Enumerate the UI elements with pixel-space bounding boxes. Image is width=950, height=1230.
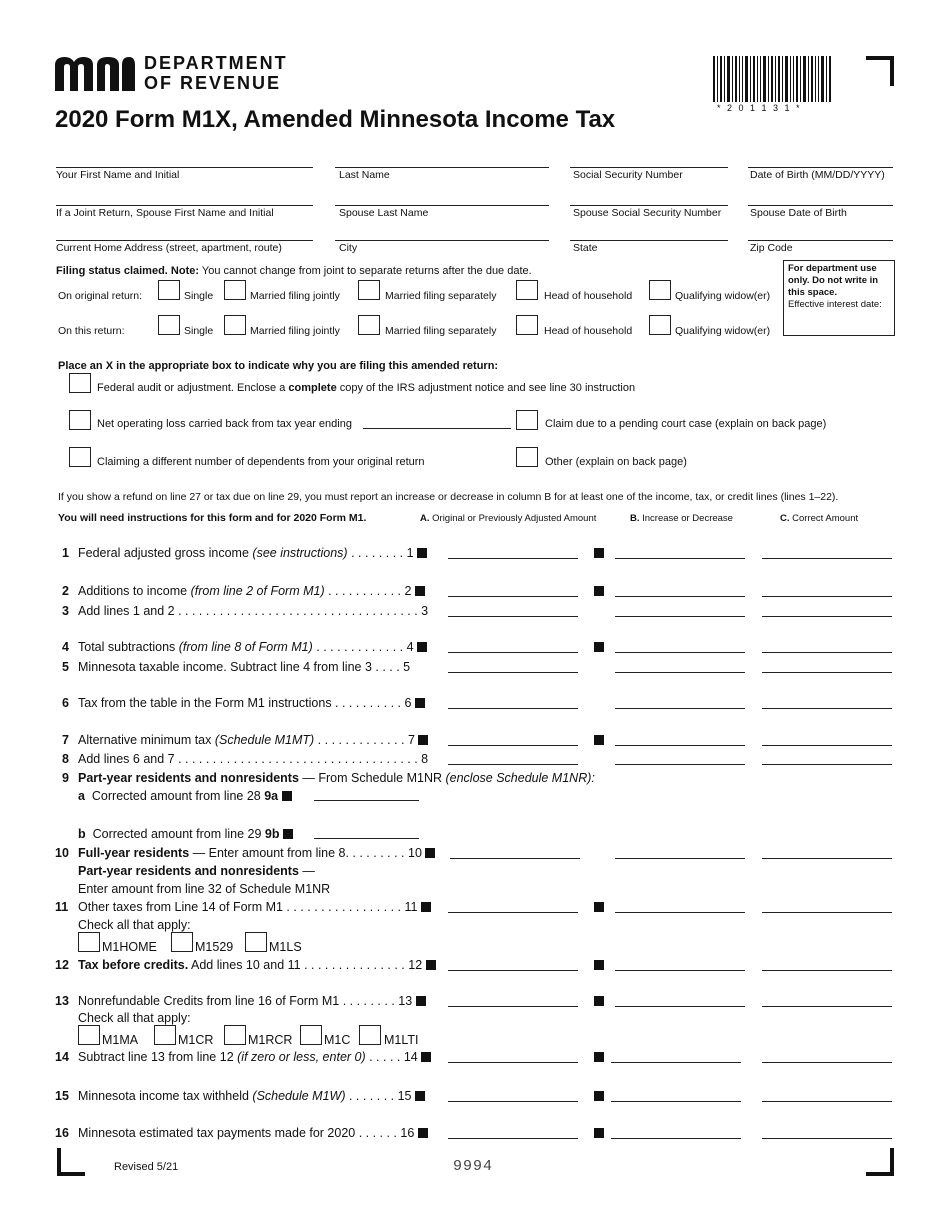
line-16-number: 16 bbox=[55, 1126, 69, 1140]
line-8-number: 8 bbox=[62, 752, 69, 766]
line-4-col-b-marker-icon bbox=[594, 642, 604, 652]
line-12-col-b[interactable] bbox=[615, 970, 745, 971]
line-9-note: (enclose Schedule M1NR): bbox=[445, 771, 595, 785]
line-7-col-b[interactable] bbox=[615, 745, 745, 746]
line-16-label: Minnesota estimated tax payments made for 2020 . . . . . . 16 bbox=[78, 1126, 415, 1140]
barcode-icon bbox=[713, 56, 833, 102]
line-10-col-b[interactable] bbox=[615, 858, 745, 859]
line-6-col-b[interactable] bbox=[615, 708, 745, 709]
line-12-number: 12 bbox=[55, 958, 69, 972]
city-field[interactable] bbox=[335, 240, 549, 241]
this-qw-checkbox[interactable] bbox=[649, 315, 671, 335]
line-10-part-year-heading: Part-year residents and nonresidents bbox=[78, 864, 299, 878]
line-11-marker-icon bbox=[421, 902, 431, 912]
line-16-text bbox=[78, 1126, 428, 1140]
line-1-label: Federal adjusted gross income bbox=[78, 546, 253, 560]
line-14-label: Subtract line 13 from line 12 bbox=[78, 1050, 238, 1064]
line-14-col-b-marker-icon bbox=[594, 1052, 604, 1062]
original-qw-label: Qualifying widow(er) bbox=[675, 290, 771, 302]
line-1-marker-icon bbox=[417, 548, 427, 558]
m1ma-label: M1MA bbox=[102, 1033, 139, 1047]
line-9b-marker-icon bbox=[283, 829, 293, 839]
line-16-col-c[interactable] bbox=[762, 1138, 892, 1139]
line-15-leader: . . . . . . . 15 bbox=[345, 1089, 412, 1103]
line-9b-label: Corrected amount from line 29 bbox=[92, 827, 265, 841]
barcode bbox=[713, 56, 833, 102]
line-6-col-a[interactable] bbox=[448, 708, 578, 709]
line-7-note: (Schedule M1MT) bbox=[214, 733, 315, 747]
line-13-col-b-marker-icon bbox=[594, 996, 604, 1006]
line-9-number: 9 bbox=[62, 771, 69, 785]
line-12-col-a[interactable] bbox=[448, 970, 578, 971]
original-hoh-label: Head of household bbox=[544, 290, 633, 302]
line-1-col-a[interactable] bbox=[448, 558, 578, 559]
m1home-checkbox[interactable] bbox=[78, 932, 100, 952]
line-5-col-b[interactable] bbox=[615, 672, 745, 673]
line-6-number: 6 bbox=[62, 696, 69, 710]
last-name-field[interactable] bbox=[335, 167, 549, 168]
corner-mark-top-right bbox=[866, 56, 894, 86]
column-b-letter: B. bbox=[630, 513, 640, 524]
other-checkbox[interactable] bbox=[516, 447, 538, 467]
line-2-marker-icon bbox=[415, 586, 425, 596]
line-13-number: 13 bbox=[55, 994, 69, 1008]
line-16-col-a[interactable] bbox=[448, 1138, 578, 1139]
m1529-label: M1529 bbox=[195, 940, 234, 954]
dob-field[interactable] bbox=[748, 167, 893, 168]
zip-label: Zip Code bbox=[750, 242, 793, 254]
line-13-marker-icon bbox=[416, 996, 426, 1006]
refund-notice: If you show a refund on line 27 or tax due on line 29, you must report an increase or decrease in column B for at least one of the income, tax, or credit lines (lines 1–22). bbox=[58, 491, 839, 503]
mn-logo bbox=[55, 55, 135, 91]
this-mfs-checkbox[interactable] bbox=[358, 315, 380, 335]
line-11-number: 11 bbox=[55, 900, 69, 914]
line-4-leader: . . . . . . . . . . . . . 4 bbox=[312, 640, 414, 654]
spouse-last-field[interactable] bbox=[335, 205, 549, 206]
original-mfs-checkbox[interactable] bbox=[358, 280, 380, 300]
line-10-heading: Full-year residents bbox=[78, 846, 190, 860]
line-11-label: Other taxes from Line 14 of Form M1 . . . . . . . . . . . . . . . . . 11 bbox=[78, 900, 418, 914]
line-14-leader: . . . . . 14 bbox=[365, 1050, 418, 1064]
logo-text-line2: OF REVENUE bbox=[144, 73, 282, 93]
spouse-first-field[interactable] bbox=[56, 205, 313, 206]
m1cr-checkbox[interactable] bbox=[154, 1025, 176, 1045]
line-15-col-a[interactable] bbox=[448, 1101, 578, 1102]
revised-date: Revised 5/21 bbox=[114, 1161, 179, 1173]
line-8-text: Add lines 6 and 7 . . . . . . . . . . . . . . . . . . . . . . . . . . . . . . . . . . . 8 bbox=[78, 752, 429, 766]
spouse-last-label: Spouse Last Name bbox=[339, 207, 429, 219]
line-15-col-b-marker-icon bbox=[594, 1091, 604, 1101]
line-11-text bbox=[78, 900, 431, 914]
line-7-number: 7 bbox=[62, 733, 69, 747]
line-12-col-c[interactable] bbox=[762, 970, 892, 971]
line-14-col-c[interactable] bbox=[762, 1062, 892, 1063]
line-3-col-a[interactable] bbox=[448, 616, 578, 617]
line-11-check-all: Check all that apply: bbox=[78, 918, 191, 932]
line-13-col-b[interactable] bbox=[615, 1006, 745, 1007]
line-13-text bbox=[78, 994, 426, 1008]
line-3-col-c[interactable] bbox=[762, 616, 892, 617]
address-label: Current Home Address (street, apartment, route) bbox=[56, 242, 282, 254]
line-9a-field[interactable] bbox=[314, 800, 419, 801]
line-2-col-b-marker-icon bbox=[594, 586, 604, 596]
original-hoh-checkbox[interactable] bbox=[516, 280, 538, 300]
audit-label bbox=[97, 382, 635, 394]
this-mfs-label: Married filing separately bbox=[385, 325, 497, 337]
line-2-col-b[interactable] bbox=[615, 596, 745, 597]
instructions-notice: You will need instructions for this form and for 2020 Form M1. bbox=[58, 512, 367, 524]
line-2-col-c[interactable] bbox=[762, 596, 892, 597]
state-field[interactable] bbox=[570, 240, 728, 241]
line-1-leader: . . . . . . . . 1 bbox=[347, 546, 414, 560]
column-b-title: Increase or Decrease bbox=[639, 513, 733, 524]
line-2-text bbox=[78, 584, 425, 598]
line-9b-text bbox=[78, 827, 293, 841]
spouse-first-label: If a Joint Return, Spouse First Name and Initial bbox=[56, 207, 274, 219]
line-7-marker-icon bbox=[418, 735, 428, 745]
last-name-label: Last Name bbox=[339, 169, 390, 181]
line-9a-text bbox=[78, 789, 292, 803]
line-4-col-a[interactable] bbox=[448, 652, 578, 653]
line-15-col-c[interactable] bbox=[762, 1101, 892, 1102]
ssn-label: Social Security Number bbox=[573, 169, 683, 181]
original-qw-checkbox[interactable] bbox=[649, 280, 671, 300]
department-use-box bbox=[783, 260, 895, 336]
line-10-part-year-instruction: Enter amount from line 32 of Schedule M1NR bbox=[78, 882, 331, 896]
line-12-text bbox=[78, 958, 436, 972]
line-7-col-c[interactable] bbox=[762, 745, 892, 746]
reasons-heading: Place an X in the appropriate box to indicate why you are filing this amended return: bbox=[58, 360, 499, 372]
mn-logo-icon bbox=[55, 55, 135, 91]
m1ls-label: M1LS bbox=[269, 940, 302, 954]
line-10-col-a[interactable] bbox=[450, 858, 580, 859]
spouse-ssn-field[interactable] bbox=[570, 205, 728, 206]
line-6-text bbox=[78, 696, 425, 710]
this-single-checkbox[interactable] bbox=[158, 315, 180, 335]
original-mfj-checkbox[interactable] bbox=[224, 280, 246, 300]
line-7-text bbox=[78, 733, 428, 747]
this-mfj-label: Married filing jointly bbox=[250, 325, 340, 337]
form-code: 9994 bbox=[453, 1158, 494, 1175]
column-c-header bbox=[780, 513, 858, 524]
m1cr-label: M1CR bbox=[178, 1033, 214, 1047]
original-single-label: Single bbox=[184, 290, 214, 302]
this-hoh-checkbox[interactable] bbox=[516, 315, 538, 335]
line-5-text: Minnesota taxable income. Subtract line 4 from line 3 . . . . 5 bbox=[78, 660, 411, 674]
this-return-label: On this return: bbox=[58, 325, 125, 337]
dependents-checkbox[interactable] bbox=[69, 447, 91, 467]
line-4-number: 4 bbox=[62, 640, 69, 654]
audit-label-b: complete bbox=[288, 382, 337, 394]
filing-status-heading-note: You cannot change from joint to separate returns after the due date. bbox=[199, 265, 532, 277]
original-single-checkbox[interactable] bbox=[158, 280, 180, 300]
line-4-col-b[interactable] bbox=[615, 652, 745, 653]
m1rcr-label: M1RCR bbox=[248, 1033, 293, 1047]
line-1-col-c[interactable] bbox=[762, 558, 892, 559]
line-16-col-b-marker-icon bbox=[594, 1128, 604, 1138]
line-15-label: Minnesota income tax withheld bbox=[78, 1089, 253, 1103]
original-return-label: On original return: bbox=[58, 290, 143, 302]
line-11-col-a[interactable] bbox=[448, 912, 578, 913]
line-15-marker-icon bbox=[415, 1091, 425, 1101]
line-11-col-c[interactable] bbox=[762, 912, 892, 913]
line-5-col-c[interactable] bbox=[762, 672, 892, 673]
m1lti-label: M1LTI bbox=[384, 1033, 419, 1047]
first-name-field[interactable] bbox=[56, 167, 313, 168]
line-7-leader: . . . . . . . . . . . . . 7 bbox=[314, 733, 415, 747]
line-15-note: (Schedule M1W) bbox=[252, 1089, 346, 1103]
line-6-col-c[interactable] bbox=[762, 708, 892, 709]
line-13-check-all: Check all that apply: bbox=[78, 1011, 191, 1025]
m1c-label: M1C bbox=[324, 1033, 351, 1047]
line-11-col-b[interactable] bbox=[615, 912, 745, 913]
m1home-label: M1HOME bbox=[102, 940, 157, 954]
line-10-col-c[interactable] bbox=[762, 858, 892, 859]
filing-status-heading-bold: Filing status claimed. Note: bbox=[56, 265, 200, 277]
this-mfj-checkbox[interactable] bbox=[224, 315, 246, 335]
line-2-leader: . . . . . . . . . . . 2 bbox=[324, 584, 412, 598]
line-16-marker-icon bbox=[418, 1128, 428, 1138]
this-single-label: Single bbox=[184, 325, 214, 337]
other-label: Other (explain on back page) bbox=[545, 456, 687, 468]
line-15-col-b[interactable] bbox=[611, 1101, 741, 1102]
column-a-title: Original or Previously Adjusted Amount bbox=[429, 513, 597, 524]
line-2-note: (from line 2 of Form M1) bbox=[190, 584, 325, 598]
nol-checkbox[interactable] bbox=[69, 410, 91, 430]
audit-label-a: Federal audit or adjustment. Enclose a bbox=[97, 382, 289, 394]
line-9b-letter: b bbox=[78, 827, 86, 841]
m1ma-checkbox[interactable] bbox=[78, 1025, 100, 1045]
audit-checkbox[interactable] bbox=[69, 373, 91, 393]
filing-status-heading bbox=[56, 265, 532, 277]
column-b-header bbox=[630, 513, 733, 524]
spouse-ssn-label: Spouse Social Security Number bbox=[573, 207, 722, 219]
line-1-text bbox=[78, 546, 427, 560]
m1lti-checkbox[interactable] bbox=[359, 1025, 381, 1045]
corner-mark-bottom-left bbox=[57, 1148, 85, 1176]
line-7-col-b-marker-icon bbox=[594, 735, 604, 745]
line-10-part-year-dash: — bbox=[298, 864, 315, 878]
line-7-label: Alternative minimum tax bbox=[78, 733, 215, 747]
line-1-number: 1 bbox=[62, 546, 69, 560]
corner-mark-bottom-right bbox=[866, 1148, 894, 1176]
barcode-number: * 2 0 1 1 3 1 * bbox=[717, 103, 802, 113]
line-8-col-a[interactable] bbox=[448, 764, 578, 765]
line-12-col-b-marker-icon bbox=[594, 960, 604, 970]
dob-label: Date of Birth (MM/DD/YYYY) bbox=[750, 169, 885, 181]
line-12-heading: Tax before credits. bbox=[78, 958, 189, 972]
line-2-label: Additions to income bbox=[78, 584, 191, 598]
nol-label: Net operating loss carried back from tax year ending bbox=[97, 418, 352, 430]
line-12-marker-icon bbox=[426, 960, 436, 970]
line-9a-label: Corrected amount from line 28 bbox=[91, 789, 265, 803]
this-qw-label: Qualifying widow(er) bbox=[675, 325, 771, 337]
line-4-note: (from line 8 of Form M1) bbox=[178, 640, 313, 654]
m1ls-checkbox[interactable] bbox=[245, 932, 267, 952]
line-9a-number: 9a bbox=[264, 789, 279, 803]
line-3-col-b[interactable] bbox=[615, 616, 745, 617]
line-1-col-b[interactable] bbox=[615, 558, 745, 559]
line-6-marker-icon bbox=[415, 698, 425, 708]
line-10-text bbox=[78, 846, 435, 860]
spouse-dob-label: Spouse Date of Birth bbox=[750, 207, 847, 219]
nol-year-field[interactable] bbox=[363, 428, 511, 429]
line-3-text: Add lines 1 and 2 . . . . . . . . . . . . . . . . . . . . . . . . . . . . . . . . . . . 3 bbox=[78, 604, 429, 618]
line-9-text bbox=[78, 771, 595, 785]
line-1-note: (see instructions) bbox=[252, 546, 348, 560]
form-title: 2020 Form M1X, Amended Minnesota Income Tax bbox=[55, 106, 616, 133]
column-a-letter: A. bbox=[420, 513, 430, 524]
line-11-col-b-marker-icon bbox=[594, 902, 604, 912]
line-2-number: 2 bbox=[62, 584, 69, 598]
line-4-text bbox=[78, 640, 427, 654]
line-3-number: 3 bbox=[62, 604, 69, 618]
line-14-number: 14 bbox=[55, 1050, 69, 1064]
address-field[interactable] bbox=[56, 240, 313, 241]
line-4-col-c[interactable] bbox=[762, 652, 892, 653]
line-8-col-c[interactable] bbox=[762, 764, 892, 765]
line-13-col-a[interactable] bbox=[448, 1006, 578, 1007]
first-name-label: Your First Name and Initial bbox=[56, 169, 180, 181]
m1529-checkbox[interactable] bbox=[171, 932, 193, 952]
line-14-col-a[interactable] bbox=[448, 1062, 578, 1063]
this-hoh-label: Head of household bbox=[544, 325, 633, 337]
line-9b-field[interactable] bbox=[314, 838, 419, 839]
line-2-col-a[interactable] bbox=[448, 596, 578, 597]
line-10-part-year-text bbox=[78, 864, 315, 878]
original-mfj-label: Married filing jointly bbox=[250, 290, 340, 302]
line-16-col-b[interactable] bbox=[611, 1138, 741, 1139]
m1c-checkbox[interactable] bbox=[300, 1025, 322, 1045]
column-c-letter: C. bbox=[780, 513, 790, 524]
line-13-label: Nonrefundable Credits from line 16 of Form M1 . . . . . . . . 13 bbox=[78, 994, 413, 1008]
m1rcr-checkbox[interactable] bbox=[224, 1025, 246, 1045]
department-use-text: For department use only. Do not write in this space. bbox=[788, 263, 879, 298]
logo-text-line1: DEPARTMENT bbox=[144, 53, 288, 73]
line-4-label: Total subtractions bbox=[78, 640, 179, 654]
line-9b-number: 9b bbox=[264, 827, 280, 841]
column-a-header bbox=[420, 513, 596, 524]
line-12-label: Add lines 10 and 11 . . . . . . . . . . . . . . . 12 bbox=[188, 958, 423, 972]
line-9-heading: Part-year residents and nonresidents bbox=[78, 771, 299, 785]
line-14-text bbox=[78, 1050, 431, 1064]
line-7-col-a[interactable] bbox=[448, 745, 578, 746]
line-1-col-b-marker-icon bbox=[594, 548, 604, 558]
line-14-col-b[interactable] bbox=[611, 1062, 741, 1063]
line-6-label: Tax from the table in the Form M1 instructions . . . . . . . . . . 6 bbox=[78, 696, 412, 710]
ssn-field[interactable] bbox=[570, 167, 728, 168]
spouse-dob-field[interactable] bbox=[748, 205, 893, 206]
zip-field[interactable] bbox=[748, 240, 893, 241]
line-14-marker-icon bbox=[421, 1052, 431, 1062]
state-label: State bbox=[573, 242, 598, 254]
court-label: Claim due to a pending court case (explain on back page) bbox=[545, 418, 827, 430]
line-14-note: (if zero or less, enter 0) bbox=[237, 1050, 366, 1064]
line-10-marker-icon bbox=[425, 848, 435, 858]
line-5-number: 5 bbox=[62, 660, 69, 674]
line-9-label: — From Schedule M1NR bbox=[298, 771, 446, 785]
line-10-label: — Enter amount from line 8. . . . . . . . . 10 bbox=[189, 846, 422, 860]
line-4-marker-icon bbox=[417, 642, 427, 652]
effective-interest-date: Effective interest date: bbox=[788, 299, 882, 310]
audit-label-c: copy of the IRS adjustment notice and see line 30 instruction bbox=[336, 382, 636, 394]
line-15-number: 15 bbox=[55, 1089, 69, 1103]
line-9a-letter: a bbox=[78, 789, 85, 803]
line-13-col-c[interactable] bbox=[762, 1006, 892, 1007]
column-c-title: Correct Amount bbox=[789, 513, 859, 524]
original-mfs-label: Married filing separately bbox=[385, 290, 497, 302]
dependents-label: Claiming a different number of dependents from your original return bbox=[97, 456, 425, 468]
line-5-col-a[interactable] bbox=[448, 672, 578, 673]
court-checkbox[interactable] bbox=[516, 410, 538, 430]
line-8-col-b[interactable] bbox=[615, 764, 745, 765]
line-10-number: 10 bbox=[55, 846, 69, 860]
line-15-text bbox=[78, 1089, 425, 1103]
city-label: City bbox=[339, 242, 358, 254]
line-9a-marker-icon bbox=[282, 791, 292, 801]
